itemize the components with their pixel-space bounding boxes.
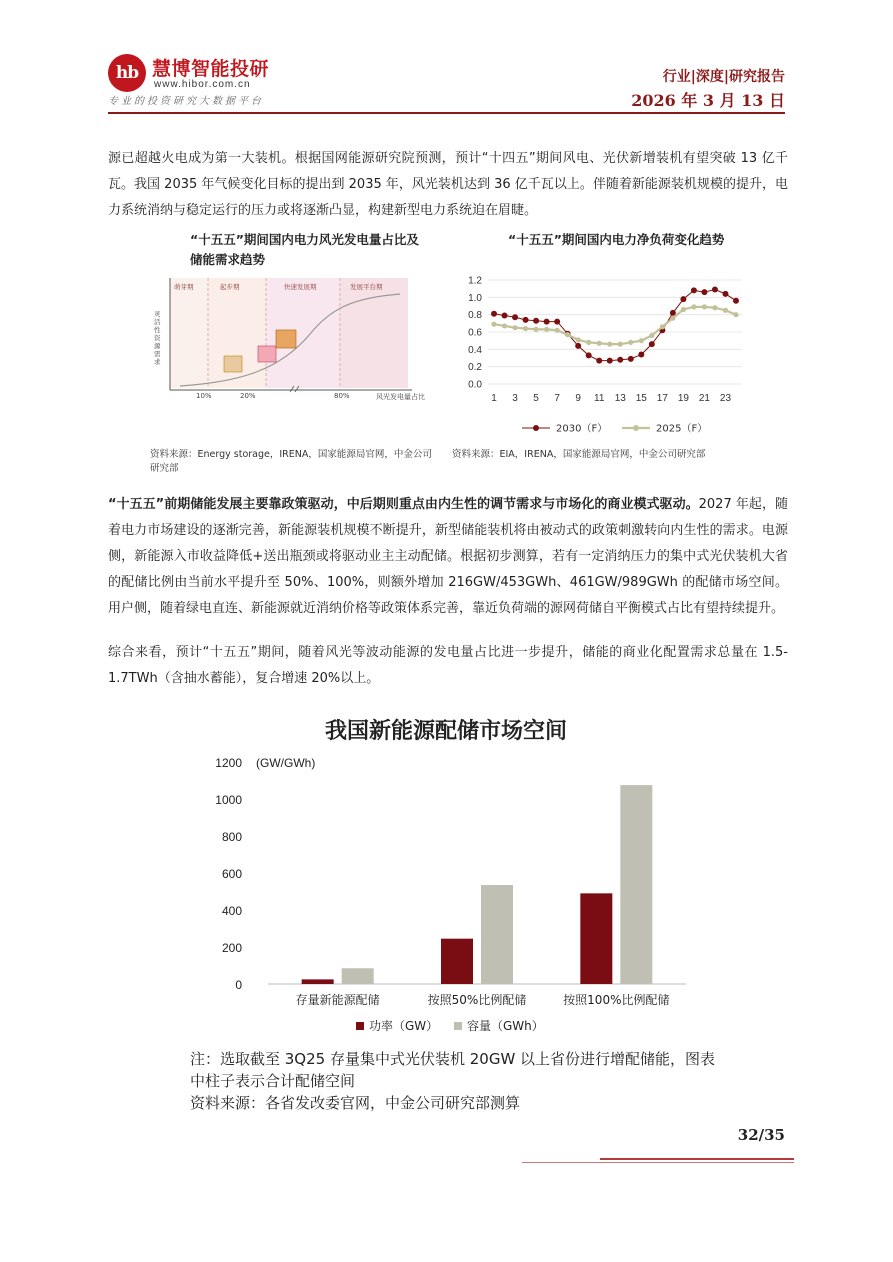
line-point — [575, 343, 581, 349]
line-ytick: 0.6 — [468, 327, 482, 339]
line-point — [712, 305, 717, 310]
line-legend-label: 2025（F） — [656, 423, 708, 435]
paragraph-2-lead: “十五五”前期储能发展主要靠政策驱动，中后期则重点由内生性的调节需求与市场化的商业模式驱动。 — [108, 497, 699, 512]
line-point — [576, 337, 581, 342]
line-point — [544, 319, 550, 325]
line-point — [607, 342, 612, 347]
line-xtick: 11 — [594, 393, 605, 404]
icon-box-1 — [224, 356, 242, 372]
line-point — [586, 352, 592, 358]
line-point — [733, 312, 738, 317]
line-ytick: 0.8 — [468, 310, 482, 322]
bar-ytick: 1200 — [215, 756, 242, 770]
bar-category-label: 存量新能源配储 — [295, 993, 380, 1007]
line-point — [680, 296, 686, 302]
logo — [108, 52, 276, 106]
line-xtick: 21 — [698, 393, 710, 404]
line-xtick: 17 — [656, 393, 668, 404]
bar-legend-swatch — [454, 1022, 462, 1030]
line-ytick: 0.4 — [468, 344, 482, 356]
line-point — [586, 340, 591, 345]
line-point — [617, 357, 623, 363]
line-legend-marker — [633, 425, 639, 431]
bar-category-label: 按照100%比例配储 — [563, 993, 670, 1007]
chart-source: 资料来源：各省发改委官网，中金公司研究部测算 — [190, 1094, 521, 1112]
line-xtick: 3 — [512, 393, 518, 404]
line-point — [523, 326, 528, 331]
bar-legend-label: 容量（GWh） — [467, 1019, 544, 1033]
line-point — [596, 358, 602, 364]
line-point — [649, 333, 654, 338]
stage-label-3: 快速发展期 — [284, 283, 317, 291]
line-chart-title: “十五五”期间国内电力净负荷变化趋势 — [508, 232, 725, 247]
stage-label-1: 萌芽期 — [174, 283, 194, 291]
stage-label-2: 起步期 — [220, 283, 240, 291]
left-figure-ylabel: 灵活性资源需求 — [154, 310, 161, 366]
bar-category-label: 按照50%比例配储 — [427, 993, 527, 1007]
line-point — [512, 314, 518, 320]
left-figure-xlabel: 风光发电量占比 — [376, 393, 425, 401]
bar-ytick: 1000 — [215, 793, 242, 807]
bar-ytick: 200 — [221, 941, 242, 955]
line-point — [597, 341, 602, 346]
header-divider — [108, 112, 785, 114]
line-xtick: 15 — [635, 393, 647, 404]
line-point — [544, 327, 549, 332]
line-point — [691, 304, 696, 309]
paragraph-3: 综合来看，预计“十五五”期间，随着风光等波动能源的发电量占比进一步提升，储能的商业化配置需求总量在 1.5-1.7TWh（含抽水蓄能），复合增速 20%以上。 — [108, 645, 788, 686]
line-series-1 — [494, 290, 736, 361]
logo-slogan: 专业的投资研究大数据平台 — [108, 96, 264, 107]
line-xtick: 9 — [575, 393, 581, 404]
icon-box-2 — [258, 346, 276, 362]
line-point — [502, 313, 508, 319]
line-point — [702, 304, 707, 309]
line-point — [628, 356, 634, 362]
chart-note: 注：选取截至 3Q25 存量集中式光伏装机 20GW 以上省份进行增配储能，图表中柱子表示合计配储空间 — [190, 1050, 716, 1090]
bar-ytick: 800 — [221, 830, 242, 844]
page-number: 32/35 — [737, 1126, 785, 1144]
line-point — [638, 352, 644, 358]
line-series-2 — [494, 307, 736, 344]
left-tick-80: 80% — [334, 392, 350, 400]
line-point — [712, 287, 718, 293]
line-xtick: 1 — [491, 393, 497, 404]
line-point — [565, 332, 570, 337]
right-figure-source: 资料来源：EIA，IRENA，国家能源局官网，中金公司研究部 — [452, 449, 706, 460]
line-point — [512, 325, 517, 330]
line-point — [649, 341, 655, 347]
bar-unit-label: (GW/GWh) — [256, 756, 316, 770]
line-point — [618, 342, 623, 347]
line-xtick: 5 — [533, 393, 539, 404]
right-figure — [452, 230, 752, 470]
icon-box-3 — [276, 330, 296, 348]
paragraph-2-body: 2027 年起，随着电力市场建设的逐渐完善，新能源装机规模不断提升，新型储能装机将由被动式的政策刺激转向内生性的需求。电源侧，新能源入市收益降低+送出瓶颈或将驱动业主主动配储。根据初步测算，若有一定消纳压力的集中式光伏装机大省的配储比例由当前水平提升至 50%、100%，则额外增加 216GW/453GWh、461GW/989GWh 的配储市场空间。用户侧，随着绿电直连、新能源就近消纳价格等政策体系完善，靠近负荷端的源网荷储自平衡模式占比有望持续提升。 — [108, 497, 788, 616]
bar-ytick: 400 — [221, 904, 242, 918]
line-chart — [452, 274, 752, 444]
line-ytick: 1.0 — [468, 292, 482, 304]
bar-chart — [186, 746, 706, 1046]
line-point — [533, 318, 539, 324]
line-point — [523, 317, 529, 323]
line-ytick: 1.2 — [468, 275, 482, 287]
left-figure-title: “十五五”期间国内电力风光发电量占比及储能需求趋势 — [190, 232, 419, 267]
line-legend-label: 2030（F） — [556, 423, 608, 435]
bar-capacity — [481, 885, 513, 984]
logo-name: 慧博智能投研 — [152, 58, 270, 80]
left-figure — [150, 230, 450, 474]
line-xtick: 19 — [677, 393, 689, 404]
line-point — [533, 327, 538, 332]
stage-band-1 — [170, 278, 208, 388]
line-xtick: 13 — [614, 393, 626, 404]
bar-power — [302, 979, 334, 984]
paragraph-2 — [108, 492, 788, 622]
bar-power — [441, 939, 473, 984]
line-point — [733, 298, 739, 304]
bar-legend-label: 功率（GW） — [369, 1019, 439, 1033]
line-xtick: 7 — [554, 393, 560, 404]
line-point — [502, 323, 507, 328]
line-ytick: 0.2 — [468, 362, 482, 374]
line-point — [555, 328, 560, 333]
bar-capacity — [620, 785, 652, 984]
line-point — [670, 316, 675, 321]
line-ytick: 0.0 — [468, 379, 482, 391]
line-point — [660, 324, 665, 329]
line-point — [639, 338, 644, 343]
line-point — [491, 311, 497, 317]
chart-notes — [190, 1048, 730, 1114]
left-tick-10: 10% — [196, 392, 212, 400]
bar-chart-title: 我国新能源配储市场空间 — [324, 719, 567, 744]
report-category: 行业|深度|研究报告 — [662, 69, 785, 85]
report-date: 2026 年 3 月 13 日 — [631, 91, 785, 110]
footer-divider-thin — [522, 1162, 794, 1163]
footer-divider-thick — [600, 1158, 794, 1160]
paragraph-1: 源已超越火电成为第一大装机。根据国网能源研究院预测，预计“十四五”期间风电、光伏新增装机有望突破 13 亿千瓦。我国 2035 年气候变化目标的提出到 2035 年，风光装机达到 36 亿千瓦以上。伴随着新能源装机规模的提升，电力系统消纳与稳定运行的压力或将逐渐凸显，构建新型电力系统迫在眉睫。 — [108, 151, 788, 218]
bar-legend-swatch — [356, 1022, 364, 1030]
line-legend-marker — [533, 425, 539, 431]
line-xtick: 23 — [719, 393, 732, 404]
stage-label-4: 发展平台期 — [350, 283, 383, 291]
line-point — [722, 291, 728, 297]
logo-url: www.hibor.com.cn — [154, 79, 251, 90]
logo-mark-icon: hb — [108, 54, 146, 92]
line-point — [607, 358, 613, 364]
bar-capacity — [342, 968, 374, 984]
line-point — [723, 308, 728, 313]
bar-ytick: 600 — [221, 867, 242, 881]
line-point — [628, 340, 633, 345]
line-point — [681, 307, 686, 312]
line-point — [691, 287, 697, 293]
bar-power — [580, 893, 612, 984]
left-tick-20: 20% — [240, 392, 256, 400]
line-point — [491, 322, 496, 327]
left-figure-diagram — [150, 274, 450, 444]
line-point — [701, 289, 707, 295]
bar-ytick: 0 — [235, 978, 242, 992]
line-point — [554, 319, 560, 325]
left-figure-source: 资料来源：Energy storage，IRENA，国家能源局官网，中金公司研究部 — [150, 449, 432, 474]
